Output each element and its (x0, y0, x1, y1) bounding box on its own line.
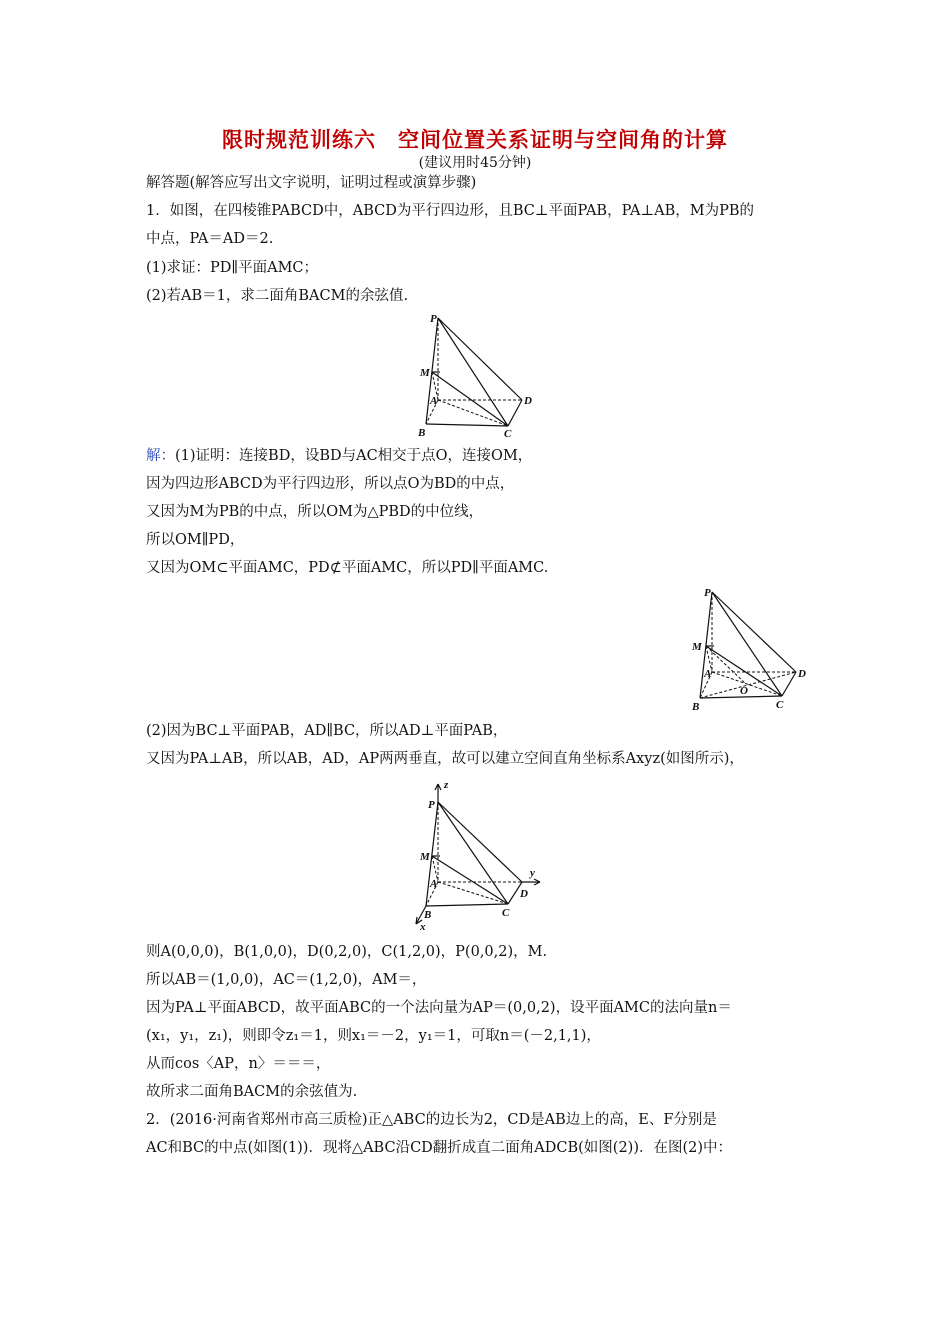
fig1-label-C: C (504, 428, 512, 440)
problem-1-part-2: (2)若AB＝1，求二面角BACM的余弦值. (146, 288, 409, 304)
solution-line-1 (146, 446, 532, 466)
solution-line-4: 所以OM∥PD， (146, 532, 245, 548)
fig1-label-P: P (430, 313, 437, 325)
fig2-label-O: O (740, 685, 748, 697)
fig2-label-B: B (692, 701, 700, 713)
problem-2-line-2: AC和BC的中点(如图(1))．现将△ABC沿CD翻折成直二面角ADCB(如图(2))．在图(2)中： (146, 1140, 733, 1156)
solution-line-3: 又因为M为PB的中点，所以OM为△PBD的中位线， (146, 504, 484, 520)
fig1-label-A: A (430, 395, 438, 407)
solution-line-5: 又因为OM⊂平面AMC，PD⊄平面AMC，所以PD∥平面AMC. (146, 560, 549, 576)
page-subtitle: (建议用时45分钟) (418, 155, 532, 171)
coordinate-figure (406, 776, 556, 932)
fig3-label-y: y (530, 867, 535, 879)
solution-line-12: 从而cos〈AP，n〉＝＝＝， (146, 1056, 331, 1072)
pyramid-figure-2 (686, 584, 816, 714)
solution-line-7: 又因为PA⊥AB，所以AB，AD，AP两两垂直，故可以建立空间直角坐标系Axyz(如图所示)， (146, 751, 744, 767)
fig1-label-B: B (418, 427, 426, 439)
fig2-label-C: C (776, 699, 784, 711)
fig3-label-D: D (520, 888, 528, 900)
fig3-label-x: x (420, 921, 426, 932)
solution-line-6: (2)因为BC⊥平面PAB，AD∥BC，所以AD⊥平面PAB， (146, 723, 508, 739)
fig2-label-M: M (692, 641, 702, 653)
section-heading: 解答题(解答应写出文字说明，证明过程或演算步骤) (146, 175, 477, 191)
solution-text-1: (1)证明：连接BD，设BD与AC相交于点O，连接OM， (175, 448, 533, 464)
solution-line-9: 所以AB＝(1,0,0)，AC＝(1,2,0)，AM＝， (146, 972, 427, 988)
solution-line-2: 因为四边形ABCD为平行四边形，所以点O为BD的中点， (146, 476, 515, 492)
fig2-label-D: D (798, 668, 806, 680)
fig1-label-D: D (524, 395, 532, 407)
fig3-label-z: z (444, 779, 449, 791)
problem-1-line-2: 中点，PA＝AD＝2. (146, 231, 274, 247)
fig3-label-C: C (502, 907, 510, 919)
fig1-label-M: M (420, 367, 430, 379)
problem-2-line-1: 2．(2016·河南省郑州市高三质检)正△ABC的边长为2，CD是AB边上的高，E、F分别是 (146, 1112, 717, 1128)
problem-1-line-1: 1．如图，在四棱锥PABCD中，ABCD为平行四边形，且BC⊥平面PAB，PA⊥AB，M为PB的 (146, 203, 755, 219)
page-title: 限时规范训练六 空间位置关系证明与空间角的计算 (222, 128, 728, 152)
solution-line-13: 故所求二面角BACM的余弦值为. (146, 1084, 358, 1100)
solution-label: 解： (146, 448, 175, 464)
solution-line-10: 因为PA⊥平面ABCD，故平面ABC的一个法向量为AP＝(0,0,2)，设平面AMC的法向量n＝ (146, 1000, 732, 1016)
solution-line-8: 则A(0,0,0)，B(1,0,0)，D(0,2,0)，C(1,2,0)，P(0,0,2)，M. (146, 944, 548, 960)
fig3-label-A: A (430, 878, 438, 890)
problem-1-part-1: (1)求证：PD∥平面AMC； (146, 260, 319, 276)
fig3-label-P: P (428, 799, 435, 811)
fig2-label-A: A (704, 668, 712, 680)
fig3-label-B: B (424, 909, 432, 921)
pyramid-figure-1 (412, 310, 542, 442)
fig3-label-M: M (420, 851, 430, 863)
solution-line-11: (x₁，y₁，z₁)，则即令z₁＝1，则x₁＝－2，y₁＝1，可取n＝(－2,1,1)， (146, 1028, 601, 1044)
fig2-label-P: P (704, 587, 711, 599)
